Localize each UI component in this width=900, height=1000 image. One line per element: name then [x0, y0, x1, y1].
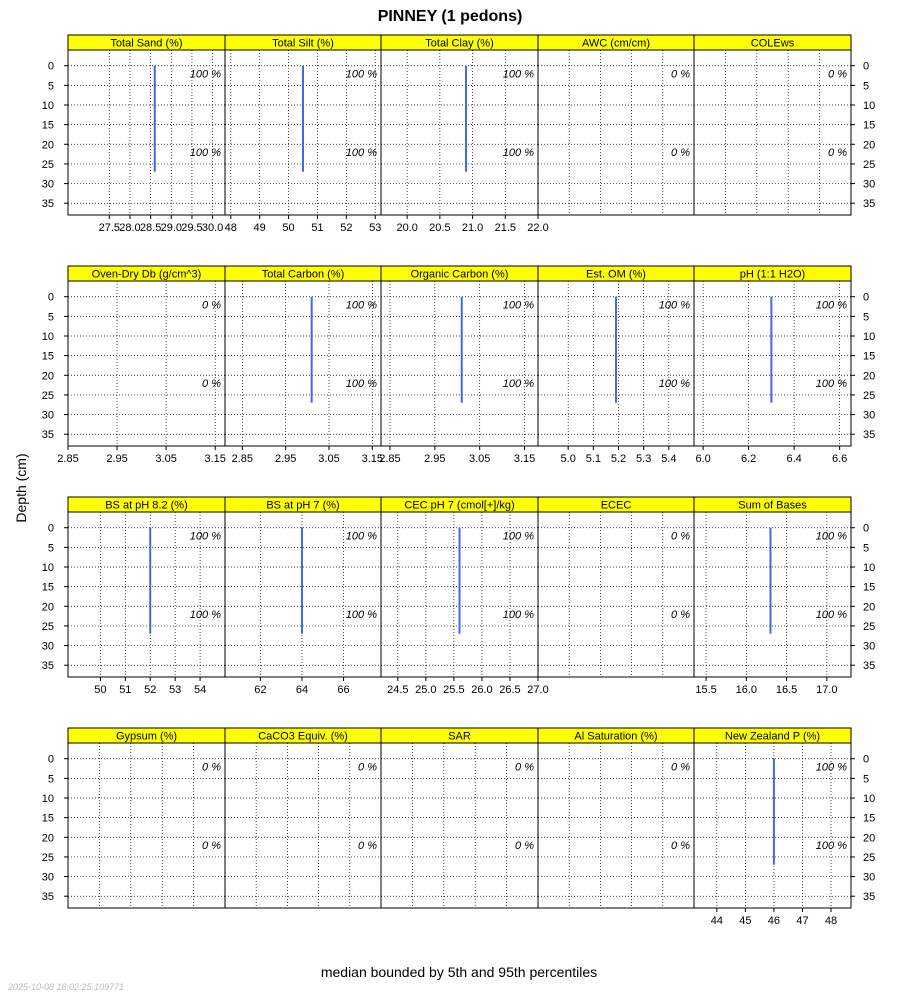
- y-tick-label: 10: [863, 562, 876, 574]
- percent-label-bottom: 100 %: [502, 378, 534, 391]
- x-tick-label: 3.05: [468, 453, 491, 465]
- x-tick-label: 21.5: [494, 222, 517, 234]
- panel-strip-label: COLEws: [750, 37, 795, 50]
- percent-label-top: 100 %: [345, 530, 377, 543]
- x-tick-label: 6.0: [695, 453, 711, 465]
- panel-16: [42, 728, 225, 908]
- x-tick-label: 20.5: [429, 222, 451, 234]
- y-tick-label: 20: [41, 139, 54, 152]
- y-tick-label: 15: [863, 581, 876, 594]
- y-tick-label: 5: [863, 542, 870, 555]
- panel-15: [694, 497, 875, 696]
- percent-label-top: 100 %: [815, 299, 847, 312]
- panel-strip-label: Oven-Dry Db (g/cm^3): [91, 268, 202, 281]
- x-tick-label: 53: [169, 684, 182, 696]
- percent-label-top: 100 %: [345, 68, 377, 81]
- y-tick-label: 5: [863, 773, 870, 786]
- percent-label-top: 100 %: [815, 530, 847, 543]
- panel-2: [225, 35, 382, 234]
- panel-strip-label: Total Silt (%): [272, 37, 334, 50]
- x-tick-label: 20.0: [396, 222, 418, 234]
- x-tick-label: 5.1: [585, 453, 602, 465]
- panel-strip-label: AWC (cm/cm): [581, 37, 651, 50]
- y-tick-label: 25: [863, 851, 876, 864]
- x-tick-label: 2.95: [274, 453, 297, 465]
- y-tick-label: 20: [41, 370, 54, 383]
- x-tick-label: 6.2: [740, 453, 757, 465]
- x-tick-label: 28.0: [119, 222, 141, 234]
- x-tick-label: 53: [369, 222, 382, 234]
- percent-label-bottom: 100 %: [345, 609, 377, 622]
- y-tick-label: 5: [863, 80, 870, 93]
- percent-label-top: 0 %: [515, 761, 534, 774]
- x-tick-label: 29.0: [160, 222, 183, 234]
- y-tick-label: 15: [41, 581, 54, 594]
- y-tick-label: 30: [41, 409, 54, 422]
- panel-strip-label: Est. OM (%): [586, 268, 646, 281]
- y-tick-label: 35: [41, 198, 54, 211]
- y-tick-label: 0: [863, 753, 870, 766]
- x-tick-label: 30.0: [201, 222, 224, 234]
- panel-3: [381, 35, 549, 234]
- y-tick-label: 5: [47, 311, 54, 324]
- x-tick-label: 2.85: [57, 453, 79, 465]
- y-tick-label: 0: [47, 60, 54, 73]
- panel-strip-label: Total Sand (%): [110, 37, 183, 50]
- percent-label-bottom: 100 %: [502, 147, 534, 160]
- x-tick-label: 3.05: [155, 453, 177, 465]
- y-tick-label: 35: [41, 429, 54, 442]
- x-tick-label: 48: [824, 915, 838, 927]
- panel-7: [225, 266, 383, 465]
- x-tick-label: 17.0: [816, 684, 838, 696]
- y-tick-label: 0: [863, 522, 870, 535]
- percent-label-bottom: 0 %: [671, 609, 690, 622]
- panel-9: [538, 266, 694, 465]
- percent-label-bottom: 100 %: [658, 378, 690, 391]
- panel-grid: [42, 35, 876, 927]
- x-tick-label: 3.15: [361, 453, 384, 465]
- x-tick-label: 54: [193, 684, 207, 696]
- timestamp-stamp: 2025-10-08 18:02:25.109771: [8, 982, 125, 992]
- percent-label-bottom: 0 %: [671, 147, 690, 160]
- x-tick-label: 52: [340, 222, 353, 234]
- percent-label-bottom: 100 %: [502, 609, 534, 622]
- x-tick-label: 29.5: [181, 222, 203, 234]
- x-tick-label: 50: [94, 684, 107, 696]
- percent-label-bottom: 100 %: [189, 147, 221, 160]
- percent-label-bottom: 0 %: [828, 147, 847, 160]
- y-tick-label: 30: [863, 640, 876, 653]
- panel-14: [538, 497, 694, 677]
- x-tick-label: 3.15: [513, 453, 536, 465]
- panel-strip-label: Total Clay (%): [425, 37, 494, 50]
- y-tick-label: 0: [47, 522, 54, 535]
- y-axis-title: Depth (cm): [13, 453, 29, 523]
- panel-strip-label: New Zealand P (%): [724, 730, 821, 743]
- y-tick-label: 10: [41, 793, 54, 805]
- y-tick-label: 25: [41, 158, 54, 171]
- x-tick-label: 50: [282, 222, 295, 234]
- x-tick-label: 2.85: [379, 453, 401, 465]
- panel-strip-label: CaCO3 Equiv. (%): [258, 730, 348, 743]
- x-tick-label: 27.0: [527, 684, 549, 696]
- percent-label-top: 0 %: [202, 761, 221, 774]
- y-tick-label: 30: [41, 640, 54, 653]
- panel-strip-label: SAR: [448, 730, 471, 743]
- percent-label-bottom: 100 %: [815, 840, 847, 853]
- y-tick-label: 25: [41, 389, 54, 402]
- x-tick-label: 64: [295, 684, 309, 696]
- x-tick-label: 24.5: [387, 684, 409, 696]
- y-tick-label: 10: [863, 793, 876, 805]
- y-tick-label: 0: [863, 60, 870, 73]
- y-tick-label: 30: [863, 871, 876, 884]
- percent-label-top: 100 %: [502, 68, 534, 81]
- y-tick-label: 20: [863, 139, 876, 152]
- y-tick-label: 25: [863, 620, 876, 633]
- y-tick-label: 5: [863, 311, 870, 324]
- x-tick-label: 48: [224, 222, 237, 234]
- percent-label-bottom: 100 %: [815, 378, 847, 391]
- y-tick-label: 0: [863, 291, 870, 304]
- y-tick-label: 10: [41, 331, 54, 343]
- percent-label-top: 0 %: [671, 530, 690, 543]
- percent-label-top: 100 %: [658, 299, 690, 312]
- percent-label-bottom: 0 %: [515, 840, 534, 853]
- panel-10: [694, 266, 875, 465]
- y-tick-label: 5: [47, 80, 54, 93]
- x-tick-label: 26.0: [471, 684, 493, 696]
- panel-strip-label: Gypsum (%): [115, 730, 178, 743]
- y-tick-label: 20: [863, 370, 876, 383]
- y-tick-label: 25: [863, 389, 876, 402]
- y-tick-label: 35: [863, 198, 876, 211]
- x-tick-label: 66: [337, 684, 350, 696]
- percent-label-top: 100 %: [345, 299, 377, 312]
- percent-label-bottom: 0 %: [202, 840, 221, 853]
- percent-label-top: 0 %: [671, 761, 690, 774]
- y-tick-label: 15: [863, 119, 876, 132]
- x-tick-label: 16.5: [775, 684, 798, 696]
- x-tick-label: 49: [253, 222, 266, 234]
- x-tick-label: 5.2: [610, 453, 627, 465]
- panel-strip-label: BS at pH 8.2 (%): [105, 499, 188, 512]
- percent-label-top: 0 %: [671, 68, 690, 81]
- percent-label-top: 100 %: [189, 68, 221, 81]
- percent-label-bottom: 100 %: [345, 378, 377, 391]
- y-tick-label: 10: [41, 100, 54, 112]
- x-tick-label: 52: [144, 684, 157, 696]
- x-tick-label: 3.05: [318, 453, 340, 465]
- x-tick-label: 44: [710, 915, 723, 927]
- x-tick-label: 27.5: [98, 222, 121, 234]
- y-tick-label: 10: [863, 100, 876, 112]
- panel-strip-label: Sum of Bases: [738, 499, 807, 512]
- panel-17: [225, 728, 381, 908]
- y-tick-label: 35: [863, 660, 876, 673]
- x-tick-label: 2.95: [424, 453, 446, 465]
- y-tick-label: 20: [41, 601, 54, 614]
- y-tick-label: 35: [41, 891, 54, 904]
- panel-18: [381, 728, 538, 908]
- chart-title: PINNEY (1 pedons): [377, 8, 523, 25]
- percent-label-top: 100 %: [502, 530, 534, 543]
- panel-strip-label: Al Saturation (%): [574, 730, 658, 743]
- percent-label-top: 100 %: [189, 530, 221, 543]
- y-tick-label: 30: [41, 871, 54, 884]
- percent-label-bottom: 0 %: [202, 378, 221, 391]
- y-tick-label: 30: [863, 409, 876, 422]
- x-tick-label: 51: [311, 222, 324, 234]
- x-axis-caption: median bounded by 5th and 95th percentiles: [320, 964, 598, 980]
- x-tick-label: 26.5: [499, 684, 521, 696]
- y-tick-label: 15: [41, 350, 54, 363]
- y-tick-label: 30: [41, 178, 54, 191]
- y-tick-label: 20: [41, 832, 54, 845]
- y-tick-label: 0: [47, 753, 54, 766]
- panel-strip-label: pH (1:1 H2O): [739, 268, 806, 281]
- y-tick-label: 5: [47, 773, 54, 786]
- x-tick-label: 5.3: [636, 453, 652, 465]
- percent-label-bottom: 0 %: [671, 840, 690, 853]
- panel-5: [694, 35, 875, 215]
- x-tick-label: 47: [796, 915, 809, 927]
- percent-label-bottom: 0 %: [358, 840, 377, 853]
- y-tick-label: 35: [863, 891, 876, 904]
- x-tick-label: 21.0: [461, 222, 484, 234]
- panel-20: [694, 728, 875, 927]
- percent-label-bottom: 100 %: [815, 609, 847, 622]
- y-tick-label: 20: [863, 601, 876, 614]
- panel-13: [381, 497, 549, 696]
- x-tick-label: 6.4: [786, 453, 802, 465]
- x-tick-label: 2.85: [231, 453, 254, 465]
- x-tick-label: 3.15: [204, 453, 226, 465]
- x-tick-label: 45: [739, 915, 752, 927]
- panel-12: [225, 497, 381, 696]
- y-tick-label: 25: [41, 851, 54, 864]
- y-tick-label: 30: [863, 178, 876, 191]
- y-tick-label: 15: [41, 812, 54, 825]
- y-tick-label: 20: [863, 832, 876, 845]
- panel-strip-label: BS at pH 7 (%): [266, 499, 340, 512]
- x-tick-label: 2.95: [106, 453, 128, 465]
- panel-19: [538, 728, 694, 908]
- x-tick-label: 5.4: [661, 453, 677, 465]
- x-tick-label: 15.5: [695, 684, 717, 696]
- y-tick-label: 15: [41, 119, 54, 132]
- x-tick-label: 6.6: [831, 453, 848, 465]
- y-tick-label: 35: [41, 660, 54, 673]
- y-tick-label: 25: [41, 620, 54, 633]
- percent-label-top: 100 %: [502, 299, 534, 312]
- y-tick-label: 15: [863, 350, 876, 363]
- x-tick-label: 28.5: [139, 222, 162, 234]
- y-tick-label: 0: [47, 291, 54, 304]
- x-tick-label: 25.0: [415, 684, 437, 696]
- percent-label-bottom: 100 %: [189, 609, 221, 622]
- panel-strip-label: Organic Carbon (%): [410, 268, 509, 281]
- panel-8: [379, 266, 538, 465]
- y-tick-label: 25: [863, 158, 876, 171]
- x-tick-label: 25.5: [443, 684, 465, 696]
- x-tick-label: 62: [254, 684, 267, 696]
- panel-1: [42, 35, 225, 234]
- percent-label-top: 100 %: [815, 761, 847, 774]
- y-tick-label: 10: [863, 331, 876, 343]
- panel-4: [538, 35, 694, 215]
- panel-strip-label: ECEC: [600, 499, 632, 512]
- panel-strip-label: CEC pH 7 (cmol[+]/kg): [404, 499, 515, 512]
- x-tick-label: 22.0: [527, 222, 549, 234]
- percent-label-top: 0 %: [202, 299, 221, 312]
- x-tick-label: 51: [119, 684, 132, 696]
- panel-6: [42, 266, 226, 465]
- x-tick-label: 5.0: [560, 453, 576, 465]
- percent-label-bottom: 100 %: [345, 147, 377, 160]
- panel-11: [42, 497, 225, 696]
- panel-strip-label: Total Carbon (%): [261, 268, 345, 281]
- percent-label-top: 0 %: [828, 68, 847, 81]
- percent-label-top: 0 %: [358, 761, 377, 774]
- x-tick-label: 46: [767, 915, 781, 927]
- y-tick-label: 5: [47, 542, 54, 555]
- x-tick-label: 16.0: [735, 684, 758, 696]
- y-tick-label: 35: [863, 429, 876, 442]
- y-tick-label: 10: [41, 562, 54, 574]
- y-tick-label: 15: [863, 812, 876, 825]
